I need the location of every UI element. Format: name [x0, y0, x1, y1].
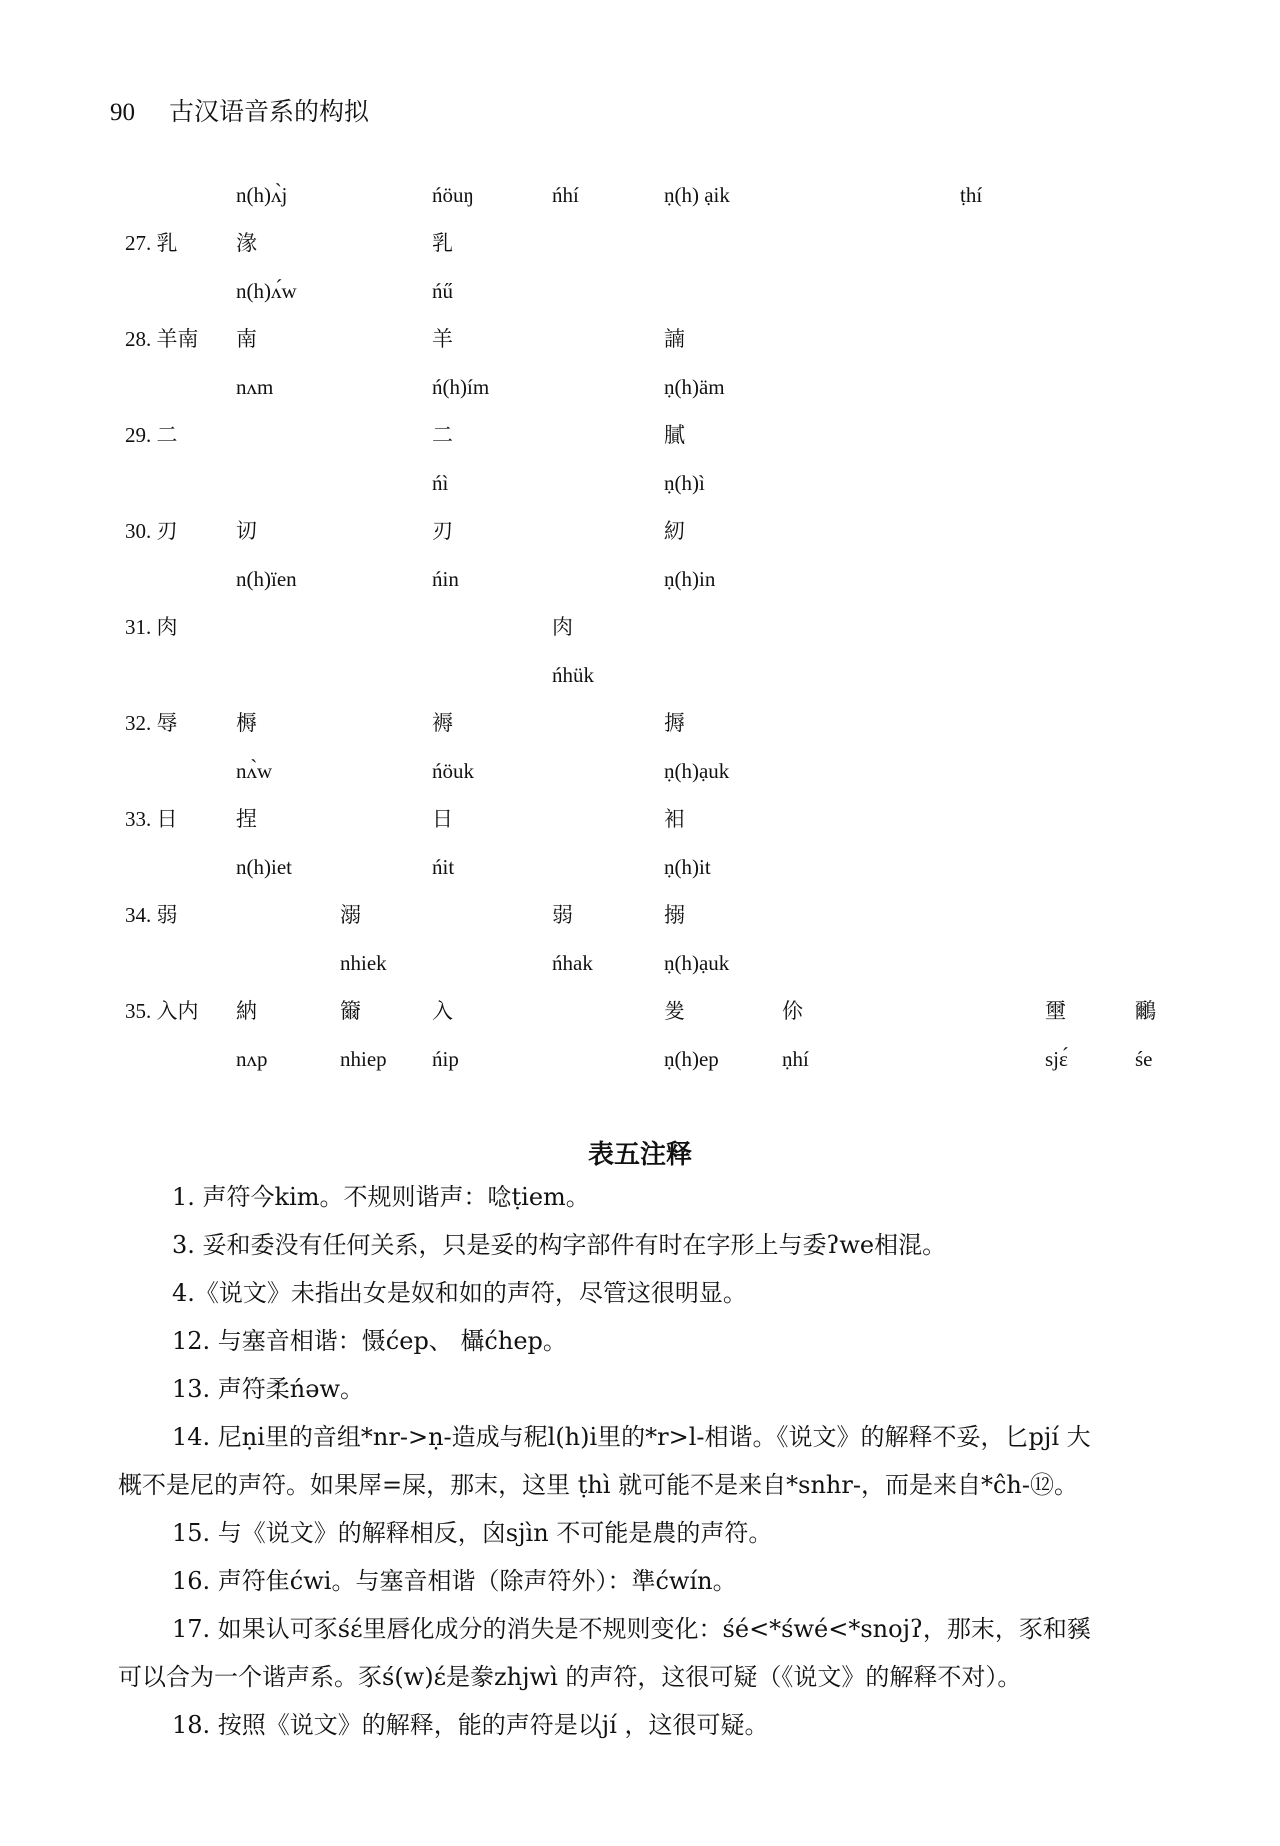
table-row — [0, 564, 1280, 604]
page-header — [110, 92, 369, 128]
note-line: 16. 声符隹ćwi。与塞音相谐（除声符外）：準ćwín。 — [172, 1567, 737, 1595]
note-line: 3. 妥和委没有任何关系，只是妥的构字部件有时在字形上与委ʔwe相混。 — [172, 1231, 947, 1259]
reading-cell: ńhak — [552, 951, 593, 975]
table-row — [0, 324, 1280, 364]
series-label: 33. 日 — [125, 807, 178, 831]
note-line: 1. 声符今kim。不规则谐声：唸ṭiem。 — [172, 1183, 590, 1211]
character-cell: 溺 — [340, 903, 361, 927]
table-row — [0, 516, 1280, 556]
note-line: 13. 声符柔ńəw。 — [172, 1375, 364, 1403]
table-row — [0, 612, 1280, 652]
character-cell: 槈 — [236, 711, 257, 735]
reading-cell: ńì — [432, 471, 449, 495]
character-cell: 南 — [236, 327, 257, 351]
note-line: 14. 尼ṇi里的音组*nr->ṇ-造成与秜l(h)i里的*r>l-相谐。《说文》的解释不妥，匕pjí 大 — [172, 1423, 1091, 1451]
reading-cell: ṇ(h) ạik — [664, 183, 730, 207]
reading-cell: ṇ(h)ạuk — [664, 951, 730, 975]
table-row — [0, 948, 1280, 988]
character-cell: 乳 — [432, 231, 453, 255]
character-cell: 搦 — [664, 903, 685, 927]
reading-cell: n(h)ïen — [236, 567, 297, 591]
series-label: 32. 辱 — [125, 711, 178, 735]
reading-cell: ńöuk — [432, 759, 474, 783]
character-cell: 夎 — [664, 999, 685, 1023]
reading-cell: ńit — [432, 855, 455, 879]
character-cell: 衵 — [664, 807, 685, 831]
reading-cell: ń(h)ím — [432, 375, 490, 399]
character-cell: 刃 — [432, 519, 453, 543]
reading-cell: ṇ(h)it — [664, 855, 711, 879]
reading-cell: ńű — [432, 279, 453, 303]
note-line: 15. 与《说文》的解释相反，囟sjìn 不可能是農的声符。 — [172, 1519, 773, 1547]
page-number: 90 — [110, 99, 135, 126]
note-line: 12. 与塞音相谐：慑ćep、 欇ćhep。 — [172, 1327, 567, 1355]
reading-cell: ṭhí — [960, 183, 983, 207]
notes-title: 表五注释 — [587, 1140, 692, 1170]
reading-cell: n(h)iet — [236, 855, 292, 879]
running-title: 古汉语音系的构拟 — [168, 97, 369, 126]
reading-cell: sjɛ́ — [1045, 1047, 1068, 1071]
reading-cell: ńip — [432, 1047, 459, 1071]
reading-cell: n(h)ʌ̀j — [236, 183, 288, 207]
series-label: 31. 肉 — [125, 615, 178, 639]
table-row — [0, 228, 1280, 268]
series-label: 34. 弱 — [125, 903, 178, 927]
table-row — [0, 468, 1280, 508]
table-row — [0, 180, 1280, 220]
character-cell: 籋 — [340, 999, 361, 1023]
character-cell: 讱 — [236, 519, 257, 543]
reading-cell: ṇ(h)äm — [664, 375, 725, 399]
reading-cell: ńhí — [552, 183, 579, 207]
table-row — [0, 756, 1280, 796]
reading-cell: ṇ(h)in — [664, 567, 716, 591]
series-label: 28. 羊南 — [125, 327, 199, 351]
reading-cell: nʌm — [236, 375, 274, 399]
character-cell: 弱 — [552, 903, 573, 927]
character-cell: 壐 — [1045, 999, 1066, 1023]
character-cell: 搙 — [664, 711, 685, 735]
character-cell: 肉 — [552, 615, 573, 639]
table-row — [0, 420, 1280, 460]
table-row — [0, 708, 1280, 748]
series-label: 35. 入内 — [125, 999, 199, 1023]
reading-cell: nhiek — [340, 951, 387, 975]
character-cell: 褥 — [432, 711, 453, 735]
character-cell: 伱 — [782, 999, 803, 1023]
reading-cell: ṇ(h)ì — [664, 471, 705, 495]
table-row — [0, 900, 1280, 940]
series-label: 30. 刃 — [125, 519, 178, 543]
note-line: 可以合为一个谐声系。豕ś(w)ɛ́是豢zhjwì 的声符，这很可疑（《说文》的解释不对）。 — [118, 1663, 1022, 1691]
series-label: 27. 乳 — [125, 231, 178, 255]
reading-cell: ńin — [432, 567, 459, 591]
reading-cell: ṇhí — [782, 1047, 809, 1071]
character-cell: 納 — [236, 999, 257, 1023]
table-row — [0, 276, 1280, 316]
note-line: 18. 按照《说文》的解释，能的声符是以jí ，这很可疑。 — [172, 1711, 769, 1739]
reading-cell: ńhük — [552, 663, 594, 687]
reading-cell: nhiep — [340, 1047, 387, 1071]
character-cell: 日 — [432, 807, 453, 831]
character-cell: 膩 — [664, 423, 685, 447]
character-cell: 鸍 — [1135, 999, 1156, 1023]
character-cell: 湪 — [236, 231, 257, 255]
reading-cell: n(h)ʌ́w — [236, 279, 297, 303]
table-row — [0, 1044, 1280, 1084]
table-row — [0, 372, 1280, 412]
reading-cell: nʌp — [236, 1047, 268, 1071]
reading-cell: ńöuŋ — [432, 183, 474, 207]
reading-cell: ṇ(h)ep — [664, 1047, 719, 1071]
table-row — [0, 660, 1280, 700]
table-row — [0, 996, 1280, 1036]
reading-cell: ṇ(h)ạuk — [664, 759, 730, 783]
note-line: 17. 如果认可豕śɛ́里唇化成分的消失是不规则变化：śé<*śwé<*snojʔ，那末，豕和豯 — [172, 1615, 1091, 1643]
note-line: 概不是尼的声符。如果屖=屎，那末，这里 ṭhì 就可能不是来自*snhr-，而是来自*ĉh-⑫。 — [118, 1471, 1078, 1499]
character-cell: 入 — [432, 999, 453, 1023]
reading-cell: nʌ̀w — [236, 759, 273, 783]
character-cell: 羊 — [432, 327, 453, 351]
character-cell: 捏 — [236, 807, 257, 831]
series-label: 29. 二 — [125, 423, 178, 447]
reading-cell: śe — [1135, 1047, 1153, 1071]
character-cell: 諵 — [664, 327, 685, 351]
note-line: 4.《说文》未指出女是奴和如的声符，尽管这很明显。 — [172, 1279, 747, 1307]
character-cell: 二 — [432, 423, 453, 447]
character-cell: 紉 — [664, 519, 685, 543]
table-row — [0, 852, 1280, 892]
table-row — [0, 804, 1280, 844]
